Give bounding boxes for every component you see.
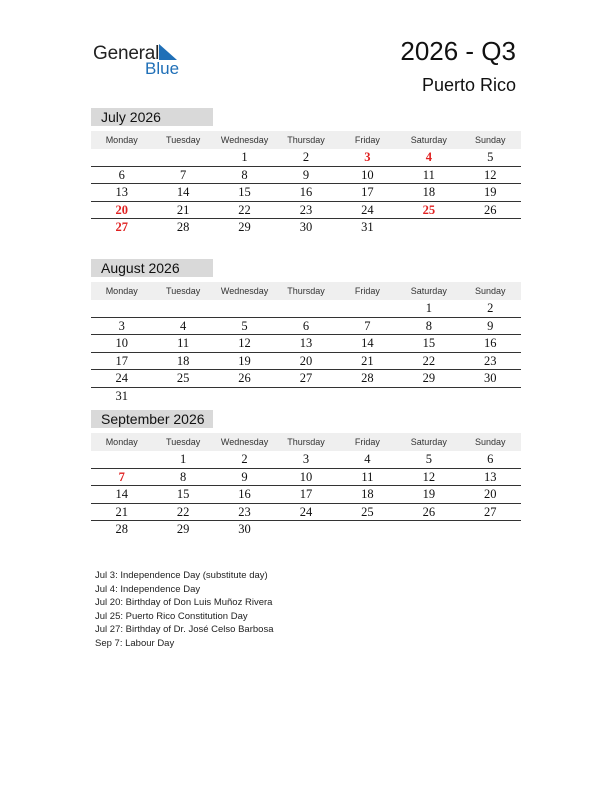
day-cell: 21 <box>115 504 128 519</box>
week-row <box>91 318 521 336</box>
day-cell: 26 <box>238 371 251 386</box>
day-cell: 17 <box>361 185 374 200</box>
day-cell: 17 <box>115 353 128 368</box>
day-cell: 13 <box>483 469 497 484</box>
day-cell: 19 <box>422 487 436 502</box>
empty-day-cell <box>275 521 336 538</box>
day-cell: 12 <box>422 469 436 484</box>
day-cell: 9 <box>302 167 310 182</box>
day-cell: 30 <box>483 371 497 386</box>
weekday-label: Monday <box>105 437 138 447</box>
weekday-label: Wednesday <box>220 135 269 145</box>
region-name: Puerto Rico <box>421 75 516 95</box>
day-cell: 25 <box>361 504 374 519</box>
day-cell: 14 <box>115 487 128 502</box>
holiday-note: Jul 20: Birthday of Don Luis Muñoz Rivera <box>95 597 273 608</box>
day-cell: 7 <box>118 469 125 484</box>
empty-day-cell <box>91 300 152 317</box>
day-cell: 5 <box>425 452 432 466</box>
day-cell: 24 <box>115 371 128 386</box>
holiday-note: Jul 4: Independence Day <box>95 583 201 595</box>
empty-day-cell <box>337 388 398 405</box>
day-cell: 16 <box>299 185 313 200</box>
day-cell: 31 <box>115 388 128 403</box>
empty-day-cell <box>152 388 213 405</box>
month-weeks <box>91 451 521 538</box>
month-label: July 2026 <box>91 108 213 126</box>
weekday-label: Monday <box>105 135 138 145</box>
weekday-label: Saturday <box>410 286 447 296</box>
day-cell: 1 <box>241 150 248 164</box>
day-cell: 16 <box>238 487 251 502</box>
week-row <box>91 521 521 538</box>
day-cell: 27 <box>483 504 497 519</box>
week-row <box>91 335 521 353</box>
empty-day-cell <box>460 219 521 236</box>
day-cell: 10 <box>299 469 313 484</box>
day-cell: 28 <box>361 371 374 386</box>
empty-day-cell <box>275 300 336 317</box>
day-cell: 16 <box>483 336 497 351</box>
weekday-label: Thursday <box>287 286 325 296</box>
day-cell: 14 <box>361 336 374 351</box>
day-cell: 30 <box>299 220 313 235</box>
day-cell: 13 <box>115 185 128 200</box>
day-cell: 27 <box>299 371 313 386</box>
weekday-label: Wednesday <box>220 437 269 447</box>
day-cell: 29 <box>238 220 251 235</box>
day-cell: 10 <box>115 336 128 351</box>
weekday-label: Sunday <box>474 135 506 145</box>
day-cell: 15 <box>422 336 436 351</box>
holiday-note: Sep 7: Labour Day <box>95 637 175 649</box>
day-cell: 22 <box>176 504 190 519</box>
day-cell: 20 <box>115 202 128 217</box>
day-cell: 5 <box>487 150 494 164</box>
day-cell: 24 <box>361 202 374 217</box>
day-cell: 2 <box>487 301 494 315</box>
week-row <box>91 167 521 185</box>
day-cell: 29 <box>176 522 190 537</box>
month-weeks <box>91 149 521 236</box>
day-cell: 6 <box>118 167 125 182</box>
empty-day-cell <box>91 451 152 468</box>
day-cell: 8 <box>180 469 187 484</box>
month-calendar-august <box>91 259 521 405</box>
weekday-label: Wednesday <box>220 286 269 296</box>
day-cell: 12 <box>238 336 251 351</box>
empty-day-cell <box>152 149 213 166</box>
day-cell: 23 <box>238 504 251 519</box>
weekday-header <box>91 282 521 300</box>
day-cell: 5 <box>241 318 248 333</box>
day-cell: 27 <box>115 220 128 235</box>
day-cell: 19 <box>483 185 497 200</box>
day-cell: 15 <box>176 487 190 502</box>
day-cell: 22 <box>422 353 436 368</box>
day-cell: 28 <box>176 220 190 235</box>
day-cell: 17 <box>299 487 313 502</box>
holiday-note: Jul 3: Independence Day (substitute day) <box>95 570 268 581</box>
day-cell: 2 <box>241 452 248 466</box>
day-cell: 8 <box>425 318 432 333</box>
week-row <box>91 388 521 405</box>
day-cell: 21 <box>176 202 190 217</box>
weekday-label: Thursday <box>287 437 325 447</box>
day-cell: 11 <box>361 469 374 484</box>
day-cell: 7 <box>180 167 187 182</box>
day-cell: 22 <box>238 202 251 217</box>
day-cell: 1 <box>180 452 187 466</box>
weekday-label: Tuesday <box>166 135 201 145</box>
week-row <box>91 486 521 504</box>
day-cell: 3 <box>118 318 125 333</box>
weekday-label: Friday <box>354 437 380 447</box>
day-cell: 25 <box>176 371 190 386</box>
day-cell: 4 <box>425 150 432 164</box>
day-cell: 9 <box>487 318 494 333</box>
empty-day-cell <box>398 219 459 236</box>
day-cell: 29 <box>422 371 436 386</box>
day-cell: 6 <box>302 318 310 333</box>
week-row <box>91 370 521 388</box>
week-row <box>91 451 521 469</box>
day-cell: 18 <box>176 353 190 368</box>
week-row <box>91 469 521 487</box>
day-cell: 2 <box>302 150 310 164</box>
day-cell: 19 <box>238 353 251 368</box>
day-cell: 11 <box>422 167 435 182</box>
day-cell: 3 <box>302 452 310 466</box>
day-cell: 18 <box>361 487 374 502</box>
weekday-label: Tuesday <box>166 437 201 447</box>
month-calendar-july <box>91 108 521 236</box>
weekday-header <box>91 131 521 149</box>
empty-day-cell <box>398 388 459 405</box>
day-cell: 9 <box>241 469 248 484</box>
day-cell: 14 <box>176 185 190 200</box>
day-cell: 25 <box>422 202 436 217</box>
weekday-label: Friday <box>354 286 380 296</box>
empty-day-cell <box>460 388 521 405</box>
day-cell: 15 <box>238 185 251 200</box>
weekday-label: Sunday <box>474 286 506 296</box>
week-row <box>91 353 521 371</box>
empty-day-cell <box>214 388 275 405</box>
month-label: August 2026 <box>91 259 213 277</box>
empty-day-cell <box>91 149 152 166</box>
day-cell: 26 <box>483 202 497 217</box>
empty-day-cell <box>275 388 336 405</box>
weekday-header <box>91 433 521 451</box>
day-cell: 31 <box>361 220 374 235</box>
day-cell: 7 <box>364 318 371 333</box>
holiday-note: Jul 25: Puerto Rico Constitution Day <box>95 610 248 622</box>
week-row <box>91 504 521 522</box>
holiday-note: Jul 27: Birthday of Dr. José Celso Barbosa <box>95 624 274 635</box>
holiday-notes <box>95 569 273 650</box>
week-row <box>91 300 521 318</box>
day-cell: 23 <box>483 353 497 368</box>
day-cell: 13 <box>299 336 313 351</box>
day-cell: 28 <box>115 522 128 537</box>
empty-day-cell <box>398 521 459 538</box>
month-label: September 2026 <box>91 410 213 428</box>
month-calendar-september <box>91 410 521 538</box>
weekday-label: Friday <box>354 135 380 145</box>
day-cell: 20 <box>483 487 497 502</box>
weekday-label: Saturday <box>410 135 447 145</box>
empty-day-cell <box>460 521 521 538</box>
day-cell: 8 <box>241 167 248 182</box>
week-row <box>91 219 521 236</box>
empty-day-cell <box>337 521 398 538</box>
day-cell: 23 <box>299 202 313 217</box>
day-cell: 3 <box>364 150 371 164</box>
weekday-label: Thursday <box>287 135 325 145</box>
day-cell: 1 <box>425 301 432 315</box>
day-cell: 24 <box>299 504 313 519</box>
day-cell: 18 <box>422 185 436 200</box>
day-cell: 11 <box>177 336 190 351</box>
day-cell: 6 <box>487 452 494 466</box>
month-weeks <box>91 300 521 405</box>
page-title: 2026 - Q3 <box>400 36 516 66</box>
weekday-label: Saturday <box>410 437 447 447</box>
empty-day-cell <box>214 300 275 317</box>
weekday-label: Monday <box>105 286 138 296</box>
brand-triangle-icon <box>159 44 177 60</box>
weekday-label: Sunday <box>474 437 506 447</box>
day-cell: 10 <box>361 167 374 182</box>
weekday-label: Tuesday <box>166 286 201 296</box>
brand-word-general: General <box>93 43 160 64</box>
day-cell: 12 <box>483 167 497 182</box>
day-cell: 21 <box>361 353 374 368</box>
week-row <box>91 202 521 220</box>
brand-logo <box>93 40 203 80</box>
day-cell: 4 <box>180 318 187 333</box>
empty-day-cell <box>152 300 213 317</box>
day-cell: 30 <box>238 522 251 537</box>
brand-word-blue: Blue <box>145 59 180 78</box>
week-row <box>91 184 521 202</box>
day-cell: 20 <box>299 353 313 368</box>
week-row <box>91 149 521 167</box>
day-cell: 4 <box>364 452 371 466</box>
empty-day-cell <box>337 300 398 317</box>
day-cell: 26 <box>422 504 436 519</box>
